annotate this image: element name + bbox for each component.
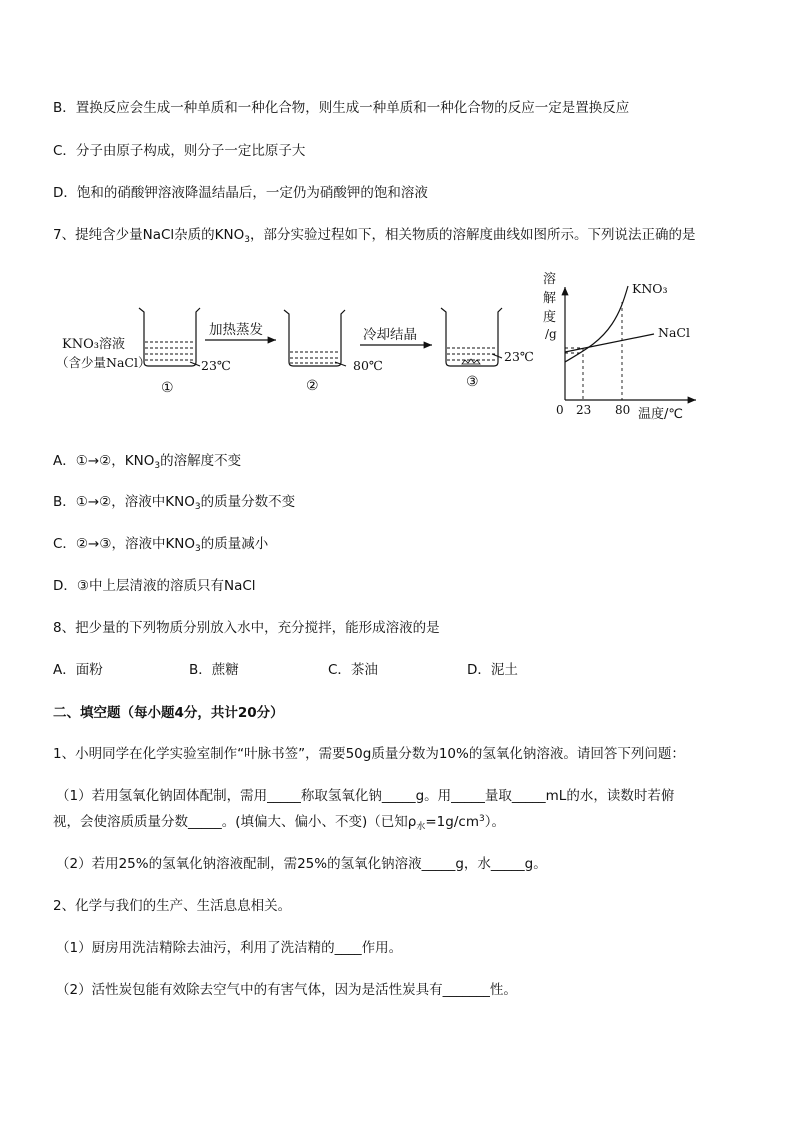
graph-y-label-1: 溶	[543, 272, 557, 287]
fill1-part1-line2: 视，会使溶质质量分数_____。(填偏大、偏小、不变)（已知$\rho_水=1g/cm^3$）。	[53, 814, 505, 832]
graph-y-label-3: 度	[543, 310, 557, 325]
temp-3: 23℃	[504, 349, 534, 364]
beaker-3-label: ③	[466, 374, 479, 390]
q7-figure	[0, 262, 794, 432]
beaker-2	[284, 310, 346, 366]
nacl-line	[565, 334, 654, 352]
graph-nacl-label: NaCl	[658, 325, 690, 340]
fill2-part2: （2）活性炭包能有效除去空气中的有害气体，因为是活性炭具有_______性。	[56, 982, 517, 998]
graph-x-80: 80	[615, 403, 631, 417]
fill1-part1-line1: （1）若用氢氧化钠固体配制，需用_____称取氢氧化钠_____g。用_____量取_____mL的水，读数时若俯	[56, 788, 675, 804]
q8-option-a[interactable]: A．面粉	[53, 662, 103, 678]
fill2-part1: （1）厨房用洗洁精除去油污，利用了洗洁精的____作用。	[56, 940, 403, 956]
section-2-title: 二、填空题（每小题4分，共计20分）	[53, 705, 284, 721]
beaker-2-label: ②	[306, 378, 319, 394]
graph-x-23: 23	[576, 403, 592, 417]
temp-1: 23℃	[201, 358, 231, 373]
prev-option-d: D．饱和的硝酸钾溶液降温结晶后，一定仍为硝酸钾的饱和溶液	[53, 185, 428, 201]
step-2-label: 冷却结晶	[363, 327, 417, 343]
temp-2: 80℃	[353, 358, 383, 373]
q8-options	[53, 660, 753, 680]
graph-x-label: 温度/℃	[638, 407, 683, 422]
beaker-1-label: ①	[161, 380, 174, 396]
label-impurity: （含少量NaCl）	[56, 355, 151, 370]
prev-option-c: C．分子由原子构成，则分子一定比原子大	[53, 143, 306, 159]
fill1-stem: 1、小明同学在化学实验室制作“叶脉书签”，需要50g质量分数为10%的氢氧化钠溶液。请回答下列问题：	[53, 746, 685, 762]
label-solution: KNO₃溶液	[62, 337, 125, 352]
fill1-part2: （2）若用25%的氢氧化钠溶液配制，需25%的氢氧化钠溶液_____g，水_____g。	[56, 856, 547, 872]
fill2-stem: 2、化学与我们的生产、生活息息相关。	[53, 898, 292, 914]
q7-option-b[interactable]: B．①→②，溶液中$KNO_3$的质量分数不变	[53, 494, 296, 512]
graph-origin: 0	[556, 403, 564, 417]
q7-option-c[interactable]: C．②→③，溶液中$KNO_3$的质量减小	[53, 536, 269, 554]
step-1-label: 加热蒸发	[209, 322, 263, 338]
graph-y-label-4: /g	[545, 327, 557, 341]
graph-y-label-2: 解	[543, 291, 557, 306]
q7-option-a[interactable]: A．①→②，$KNO_3$的溶解度不变	[53, 453, 242, 471]
solubility-graph	[543, 271, 696, 422]
graph-kno3-label: KNO₃	[632, 281, 668, 296]
q8-option-d[interactable]: D．泥土	[467, 662, 518, 678]
q7-stem: 7、提纯含少量NaCl杂质的$KNO_3$，部分实验过程如下，相关物质的溶解度曲线如图所示。下列说法正确的是	[53, 227, 696, 245]
q8-stem: 8、把少量的下列物质分别放入水中，充分搅拌，能形成溶液的是	[53, 620, 440, 636]
prev-option-b: B．置换反应会生成一种单质和一种化合物，则生成一种单质和一种化合物的反应一定是置换反应	[53, 100, 630, 116]
beaker-3	[441, 308, 502, 366]
q8-option-b[interactable]: B．蔗糖	[189, 662, 239, 678]
q8-option-c[interactable]: C．茶油	[328, 662, 378, 678]
q7-option-d[interactable]: D．③中上层清液的溶质只有NaCl	[53, 578, 256, 594]
